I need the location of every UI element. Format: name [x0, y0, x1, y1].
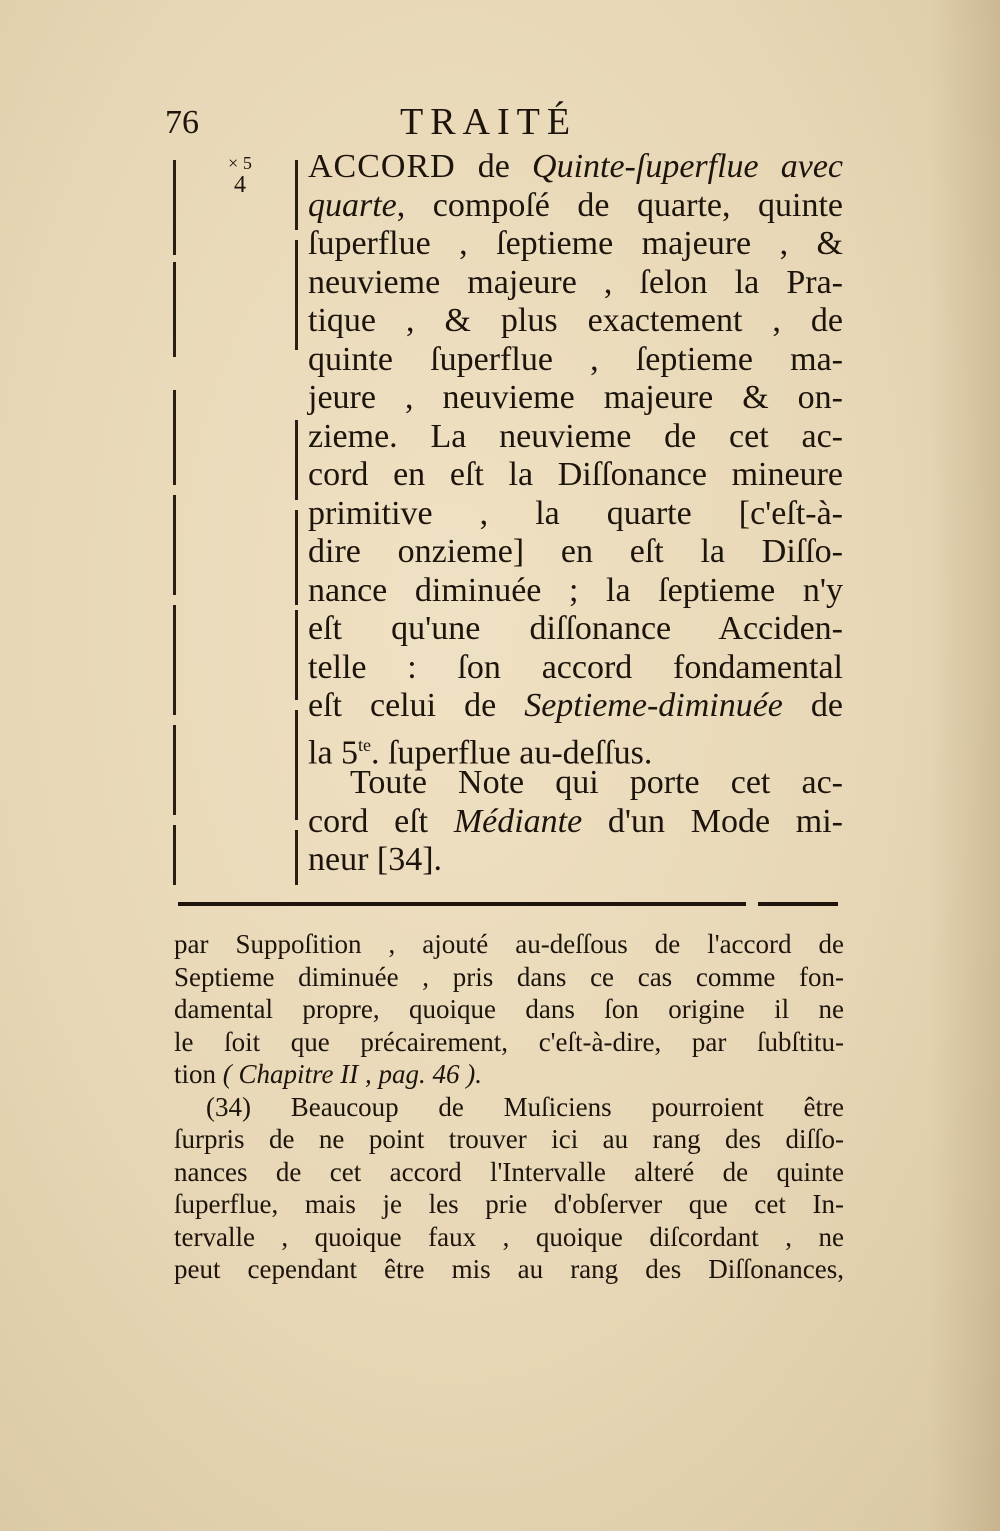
- staff-rule: [173, 262, 176, 357]
- text-line: ACCORD de Quinte-ſuperflue avec: [308, 148, 844, 185]
- footnote-line: (34) Beaucoup de Muſiciens pourroient être: [206, 1091, 844, 1122]
- footnote-line: ſurpris de ne point trouver ici au rang des diſſo-: [174, 1124, 844, 1154]
- running-title: TRAITÉ: [400, 101, 578, 143]
- staff-rule: [295, 160, 298, 230]
- staff-rule: [295, 420, 298, 500]
- staff-rule: [173, 390, 176, 485]
- text-line: neur [34].: [308, 841, 443, 878]
- footnote-line: ſuperflue, mais je les prie d'obſerver que cet In-: [174, 1189, 844, 1219]
- text-line: nance diminuée ; la ſeptieme n'y: [308, 571, 843, 609]
- text-line: primitive , la quarte [c'eſt-à-: [308, 494, 843, 532]
- footnotes: [174, 928, 844, 1286]
- staff-rule: [295, 710, 298, 820]
- text-line: quinte ſuperflue , ſeptieme ma-: [308, 340, 843, 378]
- text-line: Toute Note qui porte cet ac-: [350, 764, 843, 801]
- staff-rule: [173, 495, 176, 595]
- text-line: cord eſt Médiante d'un Mode mi-: [308, 802, 843, 840]
- footnote-line: peut cependant être mis au rang des Diſſonances,: [174, 1254, 844, 1284]
- text-line: neuvieme majeure , ſelon la Pra-: [308, 263, 843, 301]
- staff-rule: [173, 725, 176, 815]
- page-header: [165, 100, 855, 150]
- page-edge-shadow: [930, 0, 1000, 1531]
- footnote-line: nances de cet accord l'Intervalle alteré de quinte: [174, 1156, 844, 1187]
- footnote-line: Septieme diminuée , pris dans ce cas comme fon-: [174, 961, 844, 992]
- footnote-line: le ſoit que précairement, c'eſt-à-dire, par ſubſtitu-: [174, 1026, 844, 1057]
- staff-rule: [173, 160, 176, 255]
- staff-rule: [295, 610, 298, 700]
- main-text: [308, 148, 843, 880]
- figured-bass-top: × 5: [228, 153, 252, 173]
- text-line: jeure , neuvieme majeure & on-: [308, 379, 843, 416]
- text-line: quarte, compoſé de quarte, quinte: [308, 186, 843, 224]
- staff-rule: [173, 605, 176, 715]
- staff-rule: [295, 510, 298, 605]
- text-line: eſt celui de Septieme-diminuée de: [308, 687, 844, 724]
- text-line: dire onzieme] en eſt la Diſſo-: [308, 533, 843, 570]
- text-line: zieme. La neuvieme de cet ac-: [308, 417, 843, 455]
- text-line: la $5^{te}$. ſuperflue au-deſſus.: [308, 733, 653, 771]
- text-line: tique , & plus exactement , de: [308, 302, 843, 339]
- footnote-line: tion ( Chapitre II , pag. 46 ).: [174, 1059, 482, 1089]
- figured-bass-bottom: 4: [234, 172, 246, 198]
- text-line: ſuperflue , ſeptieme majeure , &: [308, 225, 843, 262]
- page-number: 76: [165, 104, 199, 141]
- footnote-line: tervalle , quoique faux , quoique diſcordant , ne: [174, 1221, 844, 1252]
- text-line: cord en eſt la Diſſonance mineure: [308, 456, 843, 493]
- footnote-separator: [178, 902, 838, 906]
- text-line: eſt qu'une diſſonance Acciden-: [308, 610, 843, 647]
- text-line: telle : ſon accord fondamental: [308, 648, 843, 686]
- footnote-line: par Suppoſition , ajouté au-deſſous de l'accord de: [174, 929, 844, 959]
- staff-rule: [295, 830, 298, 885]
- staff-rule: [295, 240, 298, 350]
- footnote-line: damental propre, quoique dans ſon origine il ne: [174, 994, 844, 1024]
- staff-rule: [173, 825, 176, 885]
- figured-bass-symbol: [220, 152, 260, 196]
